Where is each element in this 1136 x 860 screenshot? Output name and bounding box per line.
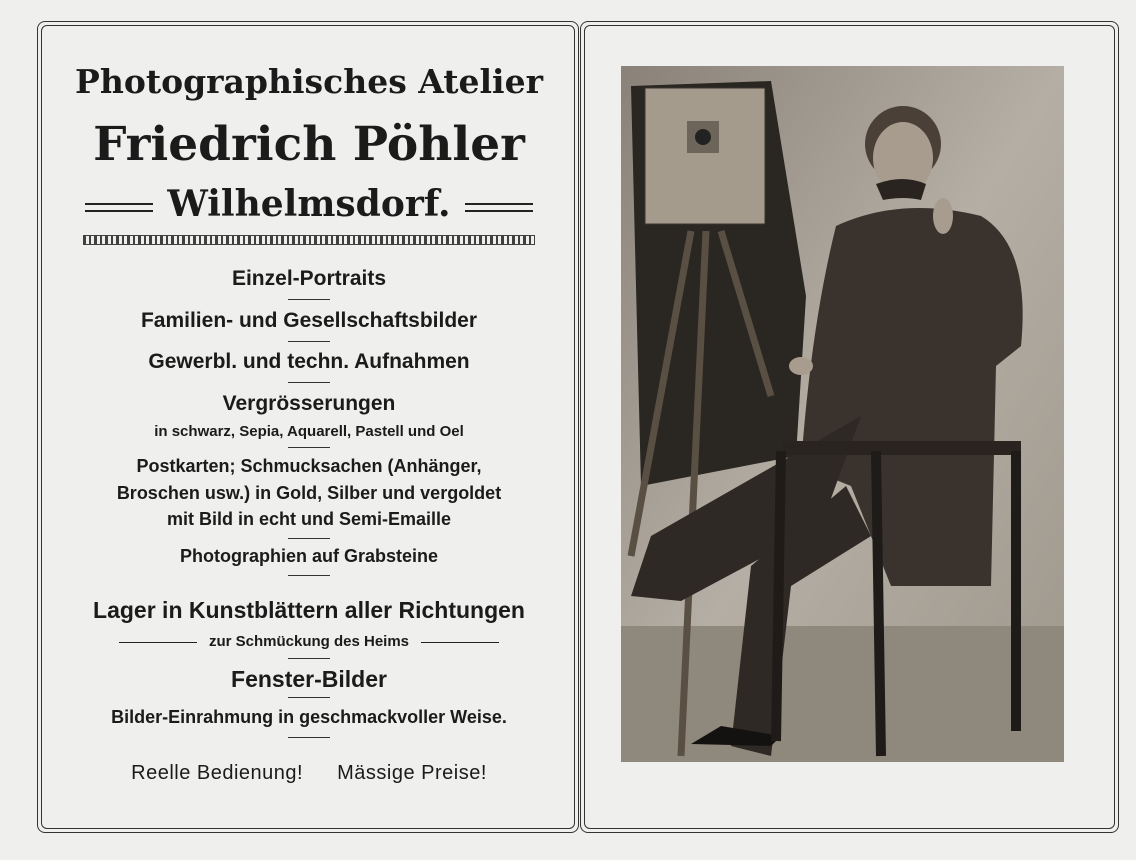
portrait-photograph [621,66,1064,762]
decorative-bar [465,203,533,212]
service-subline [40,633,578,650]
service-line: Bilder-Einrahmung in geschmackvoller Weise. [111,707,507,727]
service-line: Einzel-Portraits [231,267,387,290]
service-line: Photographien auf Grabsteine [179,546,439,566]
atelier-title: Photographisches Atelier [75,62,543,101]
service-line: Broschen usw.) in Gold, Silber und vergoldet [116,483,502,503]
slogan-service: Reelle Bedienung! [131,762,304,784]
slogan-prices: Mässige Preise! [337,762,487,784]
service-subline-text: zur Schmückung des Heims [208,633,410,650]
photographer-name: Friedrich Pöhler [93,117,525,172]
ornamental-border [83,235,535,245]
place-line [40,183,578,225]
service-line: Familien- und Gesellschaftsbilder [140,309,478,332]
service-line: Vergrösserungen [222,392,396,415]
decorative-bar [85,203,153,212]
service-line: Fenster-Bilder [231,666,387,692]
service-subline: in schwarz, Sepia, Aquarell, Pastell und Oel [154,423,464,440]
service-line: Gewerbl. und techn. Aufnahmen [148,350,470,373]
place-name: Wilhelmsdorf. [167,183,451,225]
service-line: Postkarten; Schmucksachen (Anhänger, [136,456,482,476]
footer-slogans [40,762,578,785]
service-line: Lager in Kunstblättern aller Richtungen [93,597,525,623]
service-line: mit Bild in echt und Semi-Emaille [166,509,452,529]
